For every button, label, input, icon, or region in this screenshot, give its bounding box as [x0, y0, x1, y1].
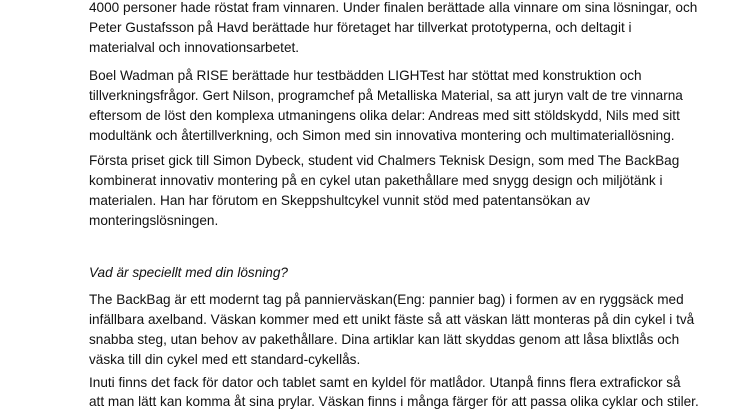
text-line: modultänk och återtillverkning, och Simon med sin innovativa montering och multimateriallösning.	[89, 128, 675, 143]
text-line: eftersom de löst den komplexa utmaningens olika delar: Andreas med sitt stöldskydd, Nils med sitt	[89, 108, 680, 123]
text-line: tillverkningsfrågor. Gert Nilson, programchef på Metalliska Material, sa att juryn valt de tre vinnarna	[89, 88, 683, 103]
text-line: 4000 personer hade röstat fram vinnaren. Under finalen berättade alla vinnare om sina lösningar, och	[89, 0, 698, 15]
text-line: materialval och innovationsarbetet.	[89, 40, 300, 55]
text-line: materialen. Han har förutom en Skeppshultcykel vunnit stöd med patentansökan av	[89, 193, 590, 208]
text-line: snabba steg, utan behov av pakethållare. Dina artiklar kan lätt skyddas genom att låsa blixtlås och	[89, 332, 680, 347]
text-line: infällbara axelband. Väskan kommer med ett unikt fäste så att väskan lätt monteras på din cykel i två	[89, 312, 695, 327]
text-line: Första priset gick till Simon Dybeck, student vid Chalmers Teknisk Design, som med The BackBag	[89, 153, 680, 168]
text-line: kombinerat innovativ montering på en cykel utan pakethållare med snygg design och miljötänk i	[89, 173, 663, 188]
text-line: att man lätt kan komma åt sina prylar. Väskan finns i många färger för att passa olika cyklar och stiler.	[89, 394, 699, 409]
text-line: väska till din cykel med ett standard-cykellås.	[89, 352, 361, 367]
text-line: The BackBag är ett modernt tag på pannierväskan(Eng: pannier bag) i formen av en ryggsäck med	[89, 292, 684, 307]
question-heading: Vad är speciellt med din lösning?	[89, 265, 288, 280]
text-line: monteringslösningen.	[89, 213, 219, 228]
text-line: Inuti finns det fack för dator och tablet samt en kyldel för matlådor. Utanpå finns flera extrafickor så	[89, 375, 681, 390]
text-line: Peter Gustafsson på Havd berättade hur företaget har tillverkat prototyperna, och deltagit i	[89, 20, 632, 35]
text-line: Boel Wadman på RISE berättade hur testbädden LIGHTest har stöttat med konstruktion och	[89, 68, 642, 83]
